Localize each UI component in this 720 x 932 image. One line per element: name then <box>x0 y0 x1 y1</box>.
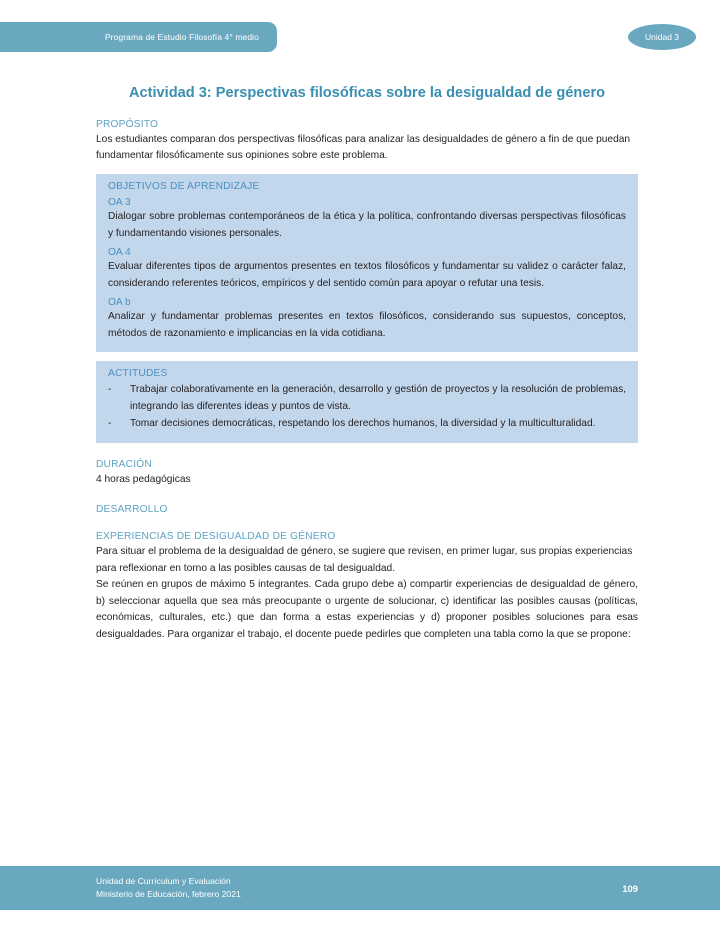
oa-text-2: Evaluar diferentes tipos de argumentos presentes en textos filosóficos y fundamentar su validez o carácter falaz, considerando referentes teóricos, empíricos y del sentido común para apoyar o refutar una tesis. <box>108 261 626 289</box>
list-item <box>108 416 626 433</box>
oa-code-1: OA 3 <box>108 197 131 208</box>
bullet-dash-marker: - <box>108 384 112 396</box>
oa-text-1: Dialogar sobre problemas contemporáneos de la ética y la política, confrontando diversas perspectivas filosóficas y fundamentando visiones personales. <box>108 211 626 239</box>
section-heading-desarrollo: DESARROLLO <box>96 504 168 516</box>
footer-bar <box>0 866 720 910</box>
unit-badge-label: Unidad 3 <box>644 32 680 42</box>
section-heading-duracion: DURACIÓN <box>96 458 152 470</box>
page-title: Actividad 3: Perspectivas filosóficas sobre la desigualdad de género <box>128 85 606 101</box>
duracion-text: 4 horas pedagógicas <box>96 473 191 485</box>
page-number: 109 <box>622 882 638 894</box>
page-content <box>96 0 638 643</box>
subsection-heading-experiencias: EXPERIENCIAS DE DESIGUALDAD DE GÉNERO <box>96 531 336 543</box>
proposito-text: Los estudiantes comparan dos perspectivas filosóficas para analizar las desigualdades de género a fin de que puedan fundamentar filosóficamente sus opiniones sobre este problema. <box>96 133 631 162</box>
objetivos-heading: OBJETIVOS DE APRENDIZAJE <box>108 181 260 192</box>
actitudes-box <box>96 361 638 443</box>
actitud-text-2: Tomar decisiones democráticas, respetando los derechos humanos, la diversidad y la multiculturalidad. <box>130 418 596 430</box>
objetivos-de-aprendizaje-box <box>96 174 638 352</box>
footer-institution <box>96 875 241 900</box>
desarrollo-paragraph-1: Para situar el problema de la desigualdad de género, se sugiere que revisen, en primer lugar, sus propias experiencias para reflexionar en torno a las posibles causas de tal desigualdad. <box>96 546 633 574</box>
footer-line-1: Unidad de Currículum y Evaluación <box>96 876 231 887</box>
oa-text-3: Analizar y fundamentar problemas presentes en textos filosóficos, considerando sus supuestos, conceptos, métodos de razonamiento e implicancias en la vida cotidiana. <box>108 311 626 339</box>
oa-code-3: OA b <box>108 297 131 309</box>
unit-badge <box>628 24 696 50</box>
actitud-text-1: Trabajar colaborativamente en la generación, desarrollo y gestión de proyectos y la resolución de problemas, integrando las diferentes ideas y puntos de vista. <box>130 384 626 412</box>
oa-code-2: OA 4 <box>108 247 131 259</box>
actitudes-heading: ACTITUDES <box>108 368 168 380</box>
section-heading-proposito: PROPÓSITO <box>96 118 159 130</box>
list-item <box>108 382 626 415</box>
bullet-dash-marker: - <box>108 418 112 430</box>
header-program-label: Programa de Estudio Filosofía 4° medio <box>104 32 259 42</box>
footer-line-2: Ministerio de Educación, febrero 2021 <box>96 889 241 899</box>
desarrollo-paragraph-2: Se reúnen en grupos de máximo 5 integrantes. Cada grupo debe a) compartir experiencias de desigualdad de género, b) seleccionar aquella que sea más preocupante o urgente de solucionar, c) identificar las posibles causas (políticas, económicas, culturales, etc.) que dan forma a estas experiencias y d) proponer posibles soluciones para esas desigualdades. Para organizar el trabajo, el docente puede pedirles que completen una tabla como la que se propone: <box>96 579 638 640</box>
